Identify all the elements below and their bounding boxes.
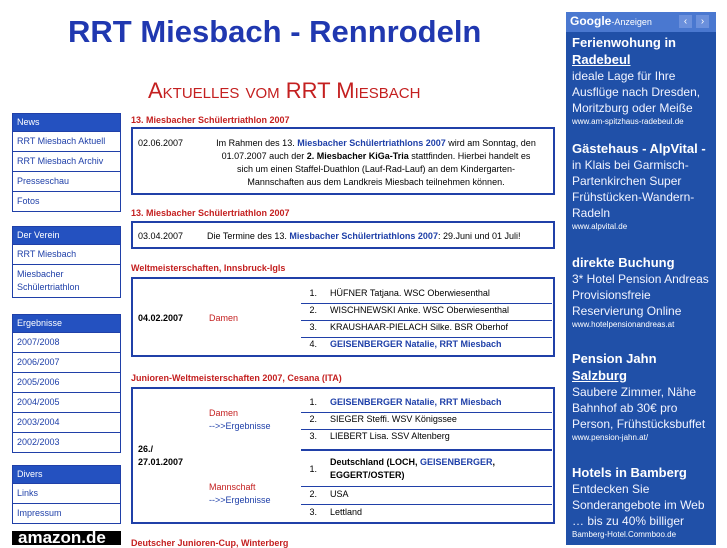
mannschaft-ergebnisse-link[interactable]: -->>Ergebnisse: [209, 495, 271, 505]
nav-item-fotos[interactable]: Fotos: [13, 191, 120, 211]
ad-title-line1: Ferienwohung in: [572, 35, 676, 50]
news-text-1d: stattfinden. Hierbei handelt es: [408, 151, 531, 161]
results-box-4: [131, 387, 555, 524]
team: USA: [330, 489, 349, 499]
category-damen-label: Damen: [209, 408, 239, 418]
ad-title-line2: Salzburg: [572, 368, 627, 383]
category-mannschaft-4: [209, 481, 271, 507]
news-text-1c: 01.07.2007 auch der: [221, 151, 307, 161]
rank: 1.: [309, 288, 317, 298]
results-box-3: [131, 277, 555, 357]
news-text-1f: Mannschaften aus dem Landkreis Miesbach teilnehmen können.: [247, 177, 505, 187]
nav-ergebnisse-box: [12, 314, 121, 453]
nav-item-links[interactable]: Links: [13, 483, 120, 503]
news-text-1e: sich um einen Staffel-Duathlon (Lauf-Rad-Lauf) an dem Kindergarten-: [237, 164, 515, 174]
result-row: [301, 485, 552, 504]
rank: 3.: [309, 431, 317, 441]
nav-item-2005-2006[interactable]: 2005/2006: [13, 372, 120, 392]
news-text-1a: Im Rahmen des 13.: [216, 138, 298, 148]
ads-prev-icon[interactable]: ‹: [679, 15, 692, 28]
ad-item[interactable]: [572, 34, 714, 128]
ad-title[interactable]: [572, 350, 714, 384]
ad-title[interactable]: [572, 34, 714, 68]
news-text-1b: wird am Sonntag, den: [445, 138, 536, 148]
google-logo[interactable]: [570, 14, 652, 28]
damen-ergebnisse-link[interactable]: -->>Ergebnisse: [209, 421, 271, 431]
ad-title-line1: Pension Jahn: [572, 351, 657, 366]
news-text-2a: Die Termine des 13.: [207, 231, 290, 241]
nav-item-2006-2007[interactable]: 2006/2007: [13, 352, 120, 372]
news-box-1: [131, 127, 555, 195]
group-divider: [301, 449, 552, 451]
result-row: [301, 335, 552, 354]
result-row: [301, 427, 552, 446]
athlete: HÜFNER Tatjana. WSC Oberwiesenthal: [330, 288, 490, 298]
result-row: [301, 503, 552, 522]
athlete: LIEBERT Lisa. SSV Altenberg: [330, 431, 450, 441]
ad-item[interactable]: [572, 140, 714, 233]
page-subtitle: Aktuelles vom RRT Miesbach: [148, 78, 421, 103]
rank: 3.: [309, 322, 317, 332]
ad-title[interactable]: direkte Buchung: [572, 255, 675, 270]
nav-item-schuelertriathlon[interactable]: Miesbacher Schülertriathlon: [13, 264, 120, 297]
news-text-2: [207, 230, 521, 243]
ad-url[interactable]: www.alpvital.de: [572, 222, 628, 231]
rank: 1.: [309, 464, 317, 474]
ad-title[interactable]: Hotels in Bamberg: [572, 465, 687, 480]
rank: 3.: [309, 507, 317, 517]
nav-divers-head[interactable]: Divers: [13, 466, 120, 483]
result-row: [301, 453, 552, 485]
news-text-2b: : 29.Juni und 01 Juli!: [437, 231, 521, 241]
amazon-banner[interactable]: amazon.de: [12, 531, 121, 545]
ad-item[interactable]: [572, 254, 714, 331]
nav-item-2004-2005[interactable]: 2004/2005: [13, 392, 120, 412]
rank: 2.: [309, 305, 317, 315]
team-result-1: [330, 456, 552, 482]
nav-item-2003-2004[interactable]: 2003/2004: [13, 412, 120, 432]
ad-text: Saubere Zimmer, Nähe Bahnhof ab 30€ pro Person, Frühstücksbuffet: [572, 385, 706, 431]
ad-item[interactable]: [572, 350, 714, 444]
ad-text: 3* Hotel Pension Andreas Provisionsfreie Reservierung Online: [572, 272, 709, 318]
category-damen-3: Damen: [209, 313, 239, 323]
ad-title-line2: Radebeul: [572, 52, 631, 67]
kiga-tria-label: 2. Miesbacher KiGa-Tria: [306, 151, 409, 161]
result-date-4: [138, 443, 183, 469]
rank: 1.: [309, 397, 317, 407]
section-title-3: Weltmeisterschaften, Innsbruck-Igls: [131, 263, 286, 273]
nav-verein-box: [12, 226, 121, 298]
athlete-link-geisenberger[interactable]: GEISENBERGER: [420, 457, 493, 467]
google-ads-panel: [566, 12, 716, 545]
ad-text: in Klais bei Garmisch-Partenkirchen Super Frühstücken-Wandern-Radeln: [572, 158, 695, 220]
news-text-1: [201, 137, 551, 189]
team: Lettland: [330, 507, 363, 517]
triathlon-link-1[interactable]: Miesbacher Schülertriathlons 2007: [297, 138, 446, 148]
rank: 2.: [309, 489, 317, 499]
ads-next-icon[interactable]: ›: [696, 15, 709, 28]
nav-divers-box: [12, 465, 121, 524]
nav-news-box: [12, 113, 121, 212]
nav-item-impressum[interactable]: Impressum: [13, 503, 120, 523]
triathlon-link-2[interactable]: Miesbacher Schülertriathlons 2007: [289, 231, 438, 241]
ads-label: -Anzeigen: [611, 17, 652, 27]
result-date-3: 04.02.2007: [138, 313, 184, 323]
ad-url[interactable]: Bamberg-Hotel.Commboo.de: [572, 530, 677, 539]
ad-title[interactable]: Gästehaus - AlpVital -: [572, 141, 706, 156]
result-date-4-line1: 26./: [138, 444, 154, 454]
section-title-4: Junioren-Weltmeisterschaften 2007, Cesana (ITA): [131, 373, 342, 383]
ad-text: ideale Lage für Ihre Ausflüge nach Dresden, Moritzburg oder Meiße: [572, 69, 701, 115]
rank: 4.: [309, 339, 317, 349]
ad-item[interactable]: [572, 464, 714, 541]
team-suffix: ,: [492, 457, 496, 467]
news-date-1: 02.06.2007: [138, 138, 184, 148]
athlete: SIEGER Steffi. WSV Königssee: [330, 414, 457, 424]
nav-item-2002-2003[interactable]: 2002/2003: [13, 432, 120, 452]
athlete-link-geisenberger[interactable]: GEISENBERGER Natalie, RRT Miesbach: [330, 397, 502, 407]
ad-text: Entdecken Sie Sonderangebote im Web … bis zu 40% billiger: [572, 482, 705, 528]
nav-item-rrt-miesbach[interactable]: RRT Miesbach: [13, 244, 120, 264]
category-mannschaft-label: Mannschaft: [209, 482, 256, 492]
athlete: WISCHNEWSKI Anke. WSC Oberwiesenthal: [330, 305, 510, 315]
team-prefix: Deutschland (LOCH,: [330, 457, 421, 467]
ad-url[interactable]: www.hotelpensionandreas.at: [572, 320, 675, 329]
section-title-1: 13. Miesbacher Schülertriathlon 2007: [131, 115, 290, 125]
result-date-4-line2: 27.01.2007: [138, 457, 184, 467]
site-title: RRT Miesbach - Rennrodeln: [68, 14, 482, 49]
category-damen-4: [209, 407, 271, 433]
section-title-2: 13. Miesbacher Schülertriathlon 2007: [131, 208, 290, 218]
nav-news-head[interactable]: News: [13, 114, 120, 131]
athlete: KRAUSHAAR-PIELACH Silke. BSR Oberhof: [330, 322, 509, 332]
ad-url[interactable]: www.am-spitzhaus-radebeul.de: [572, 117, 684, 126]
nav-ergebnisse-head[interactable]: Ergebnisse: [13, 315, 120, 332]
nav-item-aktuell[interactable]: RRT Miesbach Aktuell: [13, 131, 120, 151]
team-line2: EGGERT/OSTER): [330, 470, 405, 480]
nav-item-archiv[interactable]: RRT Miesbach Archiv: [13, 151, 120, 171]
section-title-5: Deutscher Junioren-Cup, Winterberg: [131, 538, 289, 548]
google-logo-text: Google: [570, 14, 612, 28]
athlete-link-geisenberger[interactable]: GEISENBERGER Natalie, RRT Miesbach: [330, 339, 502, 349]
news-box-2: [131, 221, 555, 249]
nav-item-2007-2008[interactable]: 2007/2008: [13, 332, 120, 352]
nav-item-presseschau[interactable]: Presseschau: [13, 171, 120, 191]
news-date-2: 03.04.2007: [138, 231, 184, 241]
nav-verein-head[interactable]: Der Verein: [13, 227, 120, 244]
rank: 2.: [309, 414, 317, 424]
ads-header: [566, 12, 716, 32]
ad-url[interactable]: www.pension-jahn.at/: [572, 433, 649, 442]
